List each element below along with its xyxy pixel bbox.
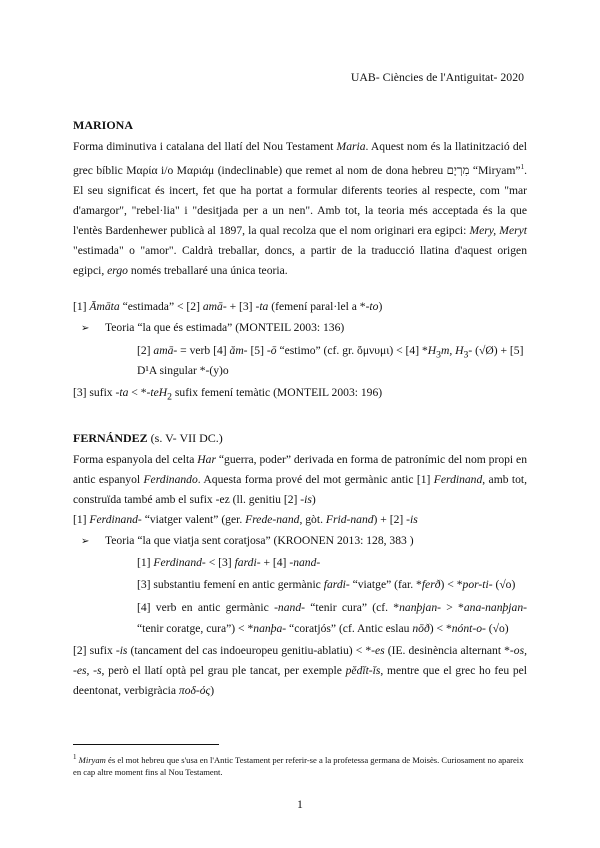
hebrew-word: מִרְיָם [446, 163, 470, 177]
mariona-etymology-3: [3] sufix -ta < *-teH$_2$ sufix femení temàtic (MONTEIL 2003: 196) [73, 386, 383, 403]
footnote-ref: 1 [520, 163, 525, 171]
section-title-mariona: MARIONA [73, 118, 133, 132]
mariona-etymology-1: [1] Āmāta “estimada” < [2] amā- + [3] -ta (femení paral·lel a *-to) [73, 300, 383, 313]
arrow-bullet-icon: ➢ [81, 536, 90, 547]
fernandez-etymology-2: [1] Ferdinand- < [3] fardi- + [4] -nand- [137, 556, 321, 569]
fernandez-etymology-1: [1] Ferdinand- “viatger valent” (ger. Frede-nand, gòt. Frid-nand) + [2] -is [73, 513, 418, 526]
fernandez-etymology-3: [3] substantiu femení en antic germànic fardi- “viatge” (far. *ferð) < *por-ti- (√o) [137, 578, 516, 591]
section-title-fernandez: FERNÁNDEZ (s. V- VII DC.) [73, 431, 223, 445]
running-header: UAB- Ciències de l'Antiguitat- 2020 [350, 70, 524, 84]
mariona-etymology-2: [2] amā- = verb [4] ăm- [5] -ō “estimo” (cf. gr. ὄμνυμι) < [4] $*H_3m$, $H_3-$ (√Ø) + [5] [137, 344, 524, 361]
fernandez-theory-bullet: ➢ Teoria “la que viatja sent coratjosa” (KROONEN 2013: 128, 383 ) [81, 531, 414, 552]
footnote-separator [73, 744, 219, 745]
arrow-bullet-icon: ➢ [81, 323, 90, 334]
fernandez-etymology-4: [4] verb en antic germànic -nand- “tenir cura” (cf. *nanþjan- > *ana-nanþjan- “tenir coratge, cura”) < *nanþa- “coratjós” (cf. Antic eslau nōð) < *nónt-o- (√o) [137, 601, 527, 635]
mariona-intro-paragraph: Forma diminutiva i catalana del llatí del Nou Testament Maria. Aquest nom és la llatinització del grec bíblic Μαρία i/o Μαριάμ (indeclinable) que remet al nom de dona hebreu מִרְיָם “Miryam”$^1$. El seu significat és incert, fet que ha portat a formular diferents teories al respecte, com "mar d'amargor", "rebel·lia" i "desitjada per a un nen". Amb tot, la teoria més acceptada és la que l'entès Bardenhewer publicà al 1897, la qual recolza que el nom originari era egipci: Mery, Meryt "estimada" o "amor". Caldrà treballar, doncs, a partir de la traducció llatina d'aquest origen egipci, ergo només treballaré una única teoria. [73, 140, 527, 277]
fernandez-etymology-5: [2] sufix -is (tancament del cas indoeuropeu genitiu-ablatiu) < *-es (IE. desinència alternant *-os, -es, -s, però el llatí optà pel grau ple tancat, per exemple pĕdĭt-ĭs, mentre que el grec ho feu pel deentonat, verbigràcia ποδ-ός) [73, 644, 527, 697]
mariona-theory-bullet: ➢ Teoria “la que és estimada” (MONTEIL 2003: 136) [81, 318, 344, 339]
fernandez-intro-paragraph: Forma espanyola del celta Har “guerra, poder” derivada en forma de patronímic del nom propi en antic espanyol Ferdinando. Aquesta forma prové del mot germànic antic [1] Ferdinand, amb tot, construïda també amb el sufix -ez (ll. genitiu [2] -is) [73, 453, 528, 506]
mariona-etymology-2-cont: D¹A singular *-(y)o [137, 364, 229, 377]
footnote: $^1$ Miryam és el mot hebreu que s'usa en l'Antic Testament per referir-se a la profetessa germana de Moisès. Curiosament no apareix en cap altre moment fins al Nou Testament. [73, 753, 524, 777]
page-number: 1 [297, 797, 303, 811]
